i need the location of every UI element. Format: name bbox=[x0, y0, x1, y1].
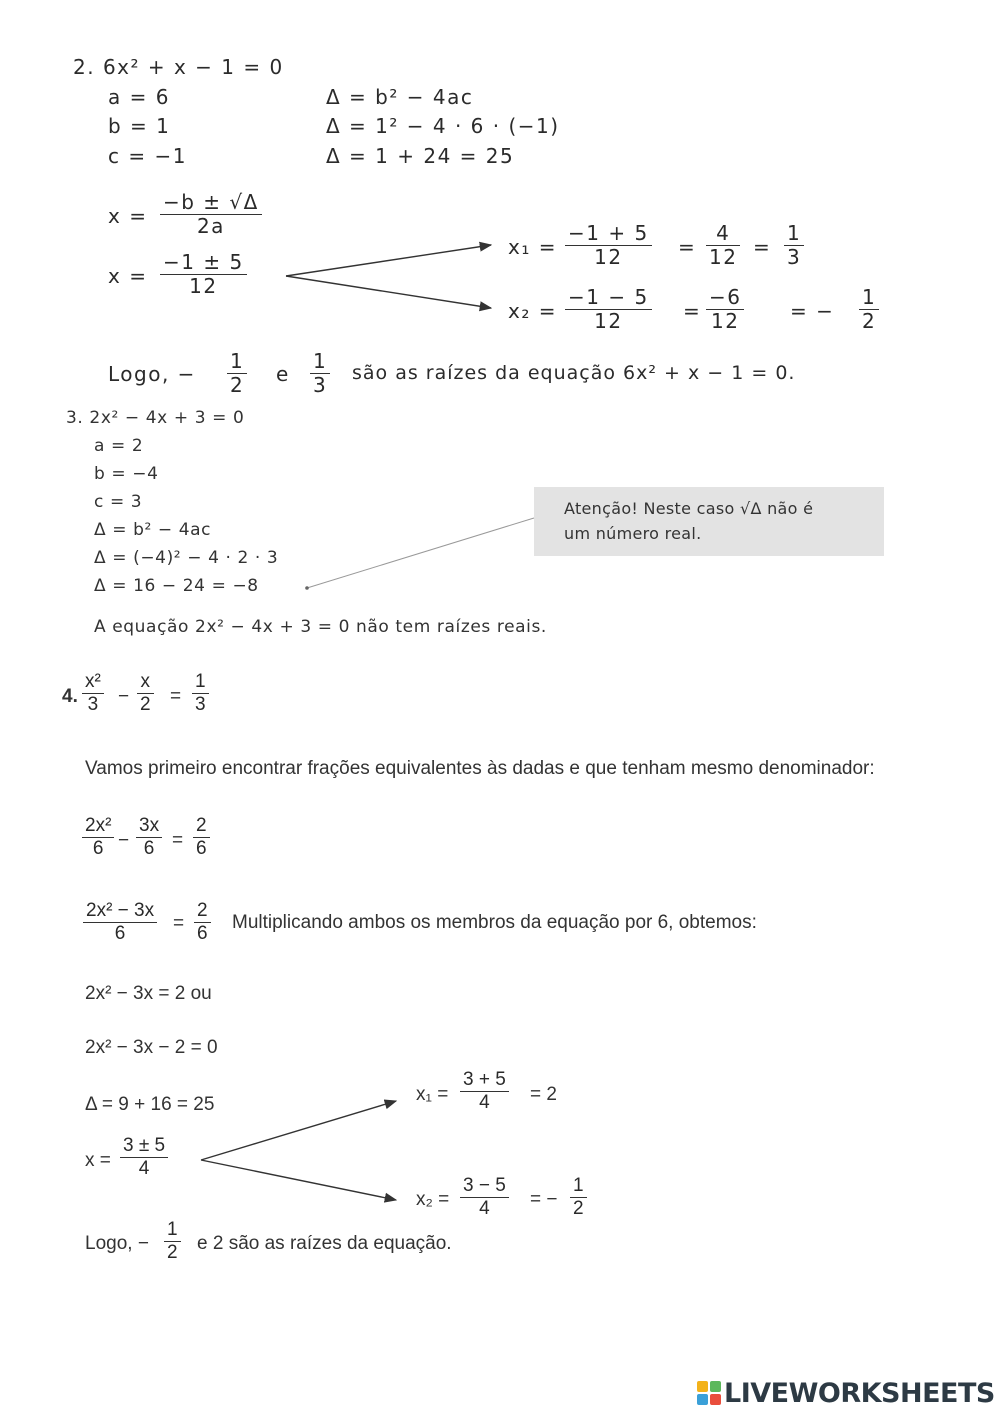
fraction-denominator: 2 bbox=[859, 309, 879, 333]
p2-delta-3: Δ = 1 + 24 = 25 bbox=[326, 144, 515, 168]
p2-coef-a: a = 6 bbox=[108, 85, 170, 109]
p4-conclusion-post: e 2 são as raízes da equação. bbox=[197, 1233, 452, 1254]
fraction-numerator: 1 bbox=[573, 1175, 584, 1196]
p2-coef-b: b = 1 bbox=[108, 114, 171, 138]
fraction-denominator: 4 bbox=[460, 1197, 509, 1220]
fraction-numerator: 1 bbox=[167, 1219, 178, 1240]
p2-delta-1: Δ = b² − 4ac bbox=[326, 85, 474, 109]
fraction-numerator: 2x² bbox=[85, 815, 112, 836]
p4-delta: Δ = 9 + 16 = 25 bbox=[85, 1094, 215, 1115]
fraction-denominator: 4 bbox=[120, 1157, 168, 1180]
fraction-numerator: 2 bbox=[197, 900, 208, 921]
p4-x-label: x = bbox=[85, 1150, 111, 1171]
fraction-denominator: 2 bbox=[227, 373, 247, 397]
fraction-numerator: 4 bbox=[716, 221, 731, 245]
p4-line-2: 2x² − 3x − 2 = 0 bbox=[85, 1037, 218, 1058]
fraction-numerator: 2 bbox=[196, 815, 207, 836]
fraction-numerator: 1 bbox=[862, 285, 877, 309]
p2-arrow-x1 bbox=[286, 245, 491, 276]
fraction-numerator: −b ± √Δ bbox=[163, 190, 259, 214]
fraction-denominator: 3 bbox=[82, 693, 104, 716]
fraction-denominator: 2 bbox=[137, 693, 154, 716]
fraction-denominator: 12 bbox=[565, 309, 652, 333]
note-line-1: Atenção! Neste caso √Δ não é bbox=[564, 499, 814, 518]
fraction-denominator: 3 bbox=[310, 373, 330, 397]
p2-conclusion-pre: Logo, − bbox=[108, 362, 196, 386]
fraction-numerator: 3 + 5 bbox=[463, 1069, 506, 1090]
p3-title: 3. 2x² − 4x + 3 = 0 bbox=[66, 408, 245, 428]
p2-delta-2: Δ = 1² − 4 · 6 · (−1) bbox=[326, 114, 560, 138]
p4-eq-3: = bbox=[173, 913, 185, 934]
p4-eq-2: = bbox=[172, 830, 184, 851]
p4-x2-label: x₂ = bbox=[416, 1189, 450, 1210]
fraction-denominator: 12 bbox=[565, 245, 652, 269]
p4-x1-label: x₁ = bbox=[416, 1084, 449, 1105]
fraction-denominator: 6 bbox=[82, 837, 114, 860]
fraction-numerator: 1 bbox=[230, 349, 245, 373]
fraction-denominator: 12 bbox=[706, 245, 740, 269]
p2-title: 2. 6x² + x − 1 = 0 bbox=[73, 55, 284, 79]
p2-conclusion-post: são as raízes da equação 6x² + x − 1 = 0. bbox=[352, 362, 796, 384]
fraction-denominator: 6 bbox=[194, 922, 211, 945]
p2-coef-c: c = −1 bbox=[108, 144, 187, 168]
liveworksheets-brand bbox=[697, 1376, 995, 1410]
p2-x2-minus-eq: = − bbox=[790, 299, 835, 323]
logo-tile bbox=[697, 1381, 708, 1392]
p2-x1-eq-2: = bbox=[753, 235, 772, 259]
p2-arrow-x2 bbox=[286, 276, 491, 308]
note-line-2: um número real. bbox=[564, 524, 702, 543]
p4-intro: Vamos primeiro encontrar frações equivalentes às dadas e que tenham mesmo denominador: bbox=[85, 758, 875, 779]
p3-conclusion: A equação 2x² − 4x + 3 = 0 não tem raízes reais. bbox=[94, 617, 547, 637]
fraction-denominator: 4 bbox=[460, 1091, 509, 1114]
p2-x-label: x = bbox=[108, 204, 148, 228]
fraction-numerator: 2x² − 3x bbox=[86, 900, 155, 921]
p4-x1-result: = 2 bbox=[530, 1084, 557, 1105]
fraction-denominator: 6 bbox=[193, 837, 210, 860]
fraction-denominator: 2a bbox=[160, 214, 262, 238]
fraction-numerator: 1 bbox=[195, 671, 206, 692]
fraction-denominator: 12 bbox=[160, 274, 247, 298]
fraction-numerator: −6 bbox=[709, 285, 742, 309]
p4-x2-minus: = − bbox=[530, 1189, 558, 1210]
fraction-numerator: 1 bbox=[313, 349, 328, 373]
logo-tile bbox=[697, 1394, 708, 1405]
p2-x2-eq-1: = bbox=[683, 299, 702, 323]
p4-eq-1: = bbox=[170, 686, 182, 707]
p4-number: 4. bbox=[62, 686, 78, 707]
p4-arrow-x1 bbox=[201, 1101, 396, 1160]
liveworksheets-logo-icon bbox=[697, 1381, 721, 1405]
p4-conclusion-pre: Logo, − bbox=[85, 1233, 149, 1254]
fraction-denominator: 12 bbox=[706, 309, 744, 333]
fraction-numerator: −1 − 5 bbox=[568, 285, 649, 309]
fraction-denominator: 6 bbox=[136, 837, 162, 860]
p3-coef-a: a = 2 bbox=[94, 436, 144, 456]
fraction-denominator: 6 bbox=[83, 922, 157, 945]
p3-delta-2: Δ = (−4)² − 4 · 2 · 3 bbox=[94, 548, 279, 568]
fraction-numerator: x bbox=[140, 671, 151, 692]
p3-delta-1: Δ = b² − 4ac bbox=[94, 520, 212, 540]
p2-x-label-2: x = bbox=[108, 264, 148, 288]
fraction-numerator: 3x bbox=[139, 815, 160, 836]
p4-minus-2: − bbox=[118, 830, 130, 851]
fraction-numerator: 3 − 5 bbox=[463, 1175, 506, 1196]
fraction-numerator: 1 bbox=[787, 221, 802, 245]
fraction-numerator: 3 ± 5 bbox=[123, 1135, 166, 1156]
p2-conclusion-mid: e bbox=[276, 362, 290, 386]
p3-delta-3: Δ = 16 − 24 = −8 bbox=[94, 576, 259, 596]
p3-coef-b: b = −4 bbox=[94, 464, 159, 484]
fraction-numerator: −1 ± 5 bbox=[163, 250, 244, 274]
p2-x1-label: x₁ = bbox=[508, 235, 557, 259]
fraction-numerator: x² bbox=[85, 671, 101, 692]
fraction-denominator: 2 bbox=[570, 1197, 587, 1220]
fraction-denominator: 3 bbox=[784, 245, 804, 269]
p2-x2-label: x₂ = bbox=[508, 299, 557, 323]
p2-x1-eq-1: = bbox=[678, 235, 697, 259]
p3-coef-c: c = 3 bbox=[94, 492, 143, 512]
fraction-denominator: 3 bbox=[192, 693, 209, 716]
fraction-numerator: −1 + 5 bbox=[568, 221, 649, 245]
p4-multiply-text: Multiplicando ambos os membros da equação por 6, obtemos: bbox=[232, 912, 757, 933]
p4-arrow-x2 bbox=[201, 1160, 396, 1200]
p3-note-pointer bbox=[307, 518, 534, 588]
logo-tile bbox=[710, 1394, 721, 1405]
logo-tile bbox=[710, 1381, 721, 1392]
p3-pointer-dot bbox=[305, 586, 309, 590]
p4-line-1: 2x² − 3x = 2 ou bbox=[85, 983, 212, 1004]
p4-minus-1: − bbox=[118, 686, 130, 707]
fraction-denominator: 2 bbox=[164, 1241, 181, 1264]
brand-name: LIVEWORKSHEETS bbox=[724, 1377, 995, 1409]
